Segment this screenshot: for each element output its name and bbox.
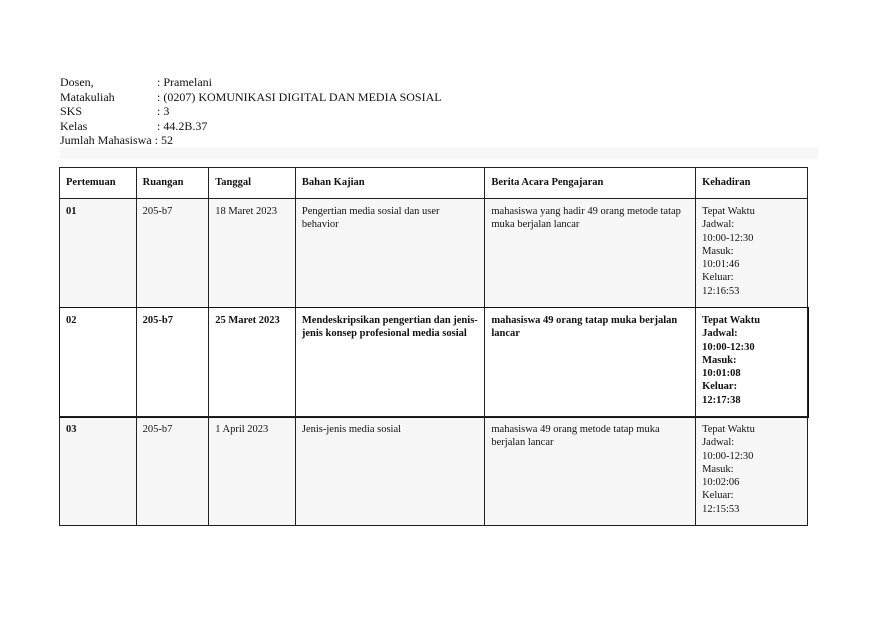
masuk-value: 10:01:08 (702, 368, 741, 380)
table-row (60, 417, 808, 526)
header-divider-band (60, 147, 818, 159)
cell-pertemuan: 01 (60, 199, 137, 308)
kelas-label: Kelas (60, 118, 88, 133)
keluar-value: 12:15:53 (702, 503, 740, 515)
sks-label: SKS (60, 104, 83, 118)
jadwal-label: Jadwal: (702, 437, 735, 449)
jadwal-value: 10:00-12:30 (702, 341, 755, 353)
masuk-label: Masuk: (702, 245, 734, 257)
kelas-value: : 44.2B.37 (157, 118, 208, 133)
jadwal-value: 10:00-12:30 (702, 232, 754, 244)
cell-pertemuan: 02 (60, 308, 137, 417)
jumlah-label: Jumlah Mahasiswa (60, 133, 152, 147)
cell-kehadiran (696, 417, 808, 526)
cell-bahan-kajian: Pengertian media sosial dan user behavior (295, 199, 485, 308)
cell-berita-acara: mahasiswa 49 orang tatap muka berjalan lancar (485, 308, 696, 417)
cell-berita-acara: mahasiswa yang hadir 49 orang metode tatap muka berjalan lancar (485, 199, 696, 308)
cell-ruangan: 205-b7 (136, 199, 209, 308)
cell-bahan-kajian: Mendeskripsikan pengertian dan jenis-jenis konsep profesional media sosial (295, 308, 485, 417)
header-row (60, 168, 808, 199)
jadwal-label: Jadwal: (702, 328, 738, 340)
jadwal-label: Jadwal: (702, 219, 735, 231)
cell-tanggal: 18 Maret 2023 (209, 199, 296, 308)
col-header-bahan-kajian: Bahan Kajian (295, 168, 485, 199)
dosen-value: : Pramelani (157, 75, 212, 89)
kehadiran-status: Tepat Waktu (702, 206, 755, 217)
masuk-label: Masuk: (702, 463, 734, 475)
table-row (60, 199, 808, 308)
col-header-kehadiran: Kehadiran (696, 168, 808, 199)
masuk-value: 10:02:06 (702, 477, 740, 489)
keluar-label: Keluar: (702, 381, 738, 393)
matakuliah-row (60, 90, 442, 105)
cell-berita-acara: mahasiswa 49 orang metode tatap muka berjalan lancar (485, 417, 696, 526)
cell-bahan-kajian: Jenis-jenis media sosial (295, 417, 485, 526)
cell-tanggal: 25 Maret 2023 (209, 308, 296, 417)
dosen-label: Dosen, (60, 75, 94, 89)
jadwal-value: 10:00-12:30 (702, 450, 754, 462)
cell-pertemuan: 03 (60, 417, 137, 526)
jumlah-row (60, 133, 442, 148)
col-header-pertemuan: Pertemuan (60, 168, 137, 199)
keluar-label: Keluar: (702, 272, 734, 284)
kelas-row (60, 119, 442, 134)
jumlah-value: : 52 (154, 133, 173, 147)
cell-ruangan: 205-b7 (136, 308, 209, 417)
course-header (60, 75, 442, 148)
sks-row (60, 104, 442, 119)
masuk-label: Masuk: (702, 354, 737, 366)
dosen-row (60, 75, 442, 90)
table-header (60, 168, 808, 199)
matakuliah-value: : (0207) KOMUNIKASI DIGITAL DAN MEDIA SOSIAL (157, 89, 442, 104)
table-row (60, 308, 808, 417)
kehadiran-status: Tepat Waktu (702, 424, 755, 435)
masuk-value: 10:01:46 (702, 259, 740, 271)
cell-tanggal: 1 April 2023 (209, 417, 296, 526)
keluar-label: Keluar: (702, 490, 734, 502)
sks-value: : 3 (157, 104, 170, 118)
keluar-value: 12:16:53 (702, 285, 740, 297)
matakuliah-label: Matakuliah (60, 89, 115, 104)
cell-kehadiran (696, 308, 808, 417)
cell-ruangan: 205-b7 (136, 417, 209, 526)
col-header-tanggal: Tanggal (209, 168, 296, 199)
keluar-value: 12:17:38 (702, 394, 741, 406)
col-header-berita-acara: Berita Acara Pengajaran (485, 168, 696, 199)
col-header-ruangan: Ruangan (136, 168, 209, 199)
kehadiran-status: Tepat Waktu (702, 315, 761, 326)
attendance-table (59, 167, 808, 526)
cell-kehadiran (696, 199, 808, 308)
